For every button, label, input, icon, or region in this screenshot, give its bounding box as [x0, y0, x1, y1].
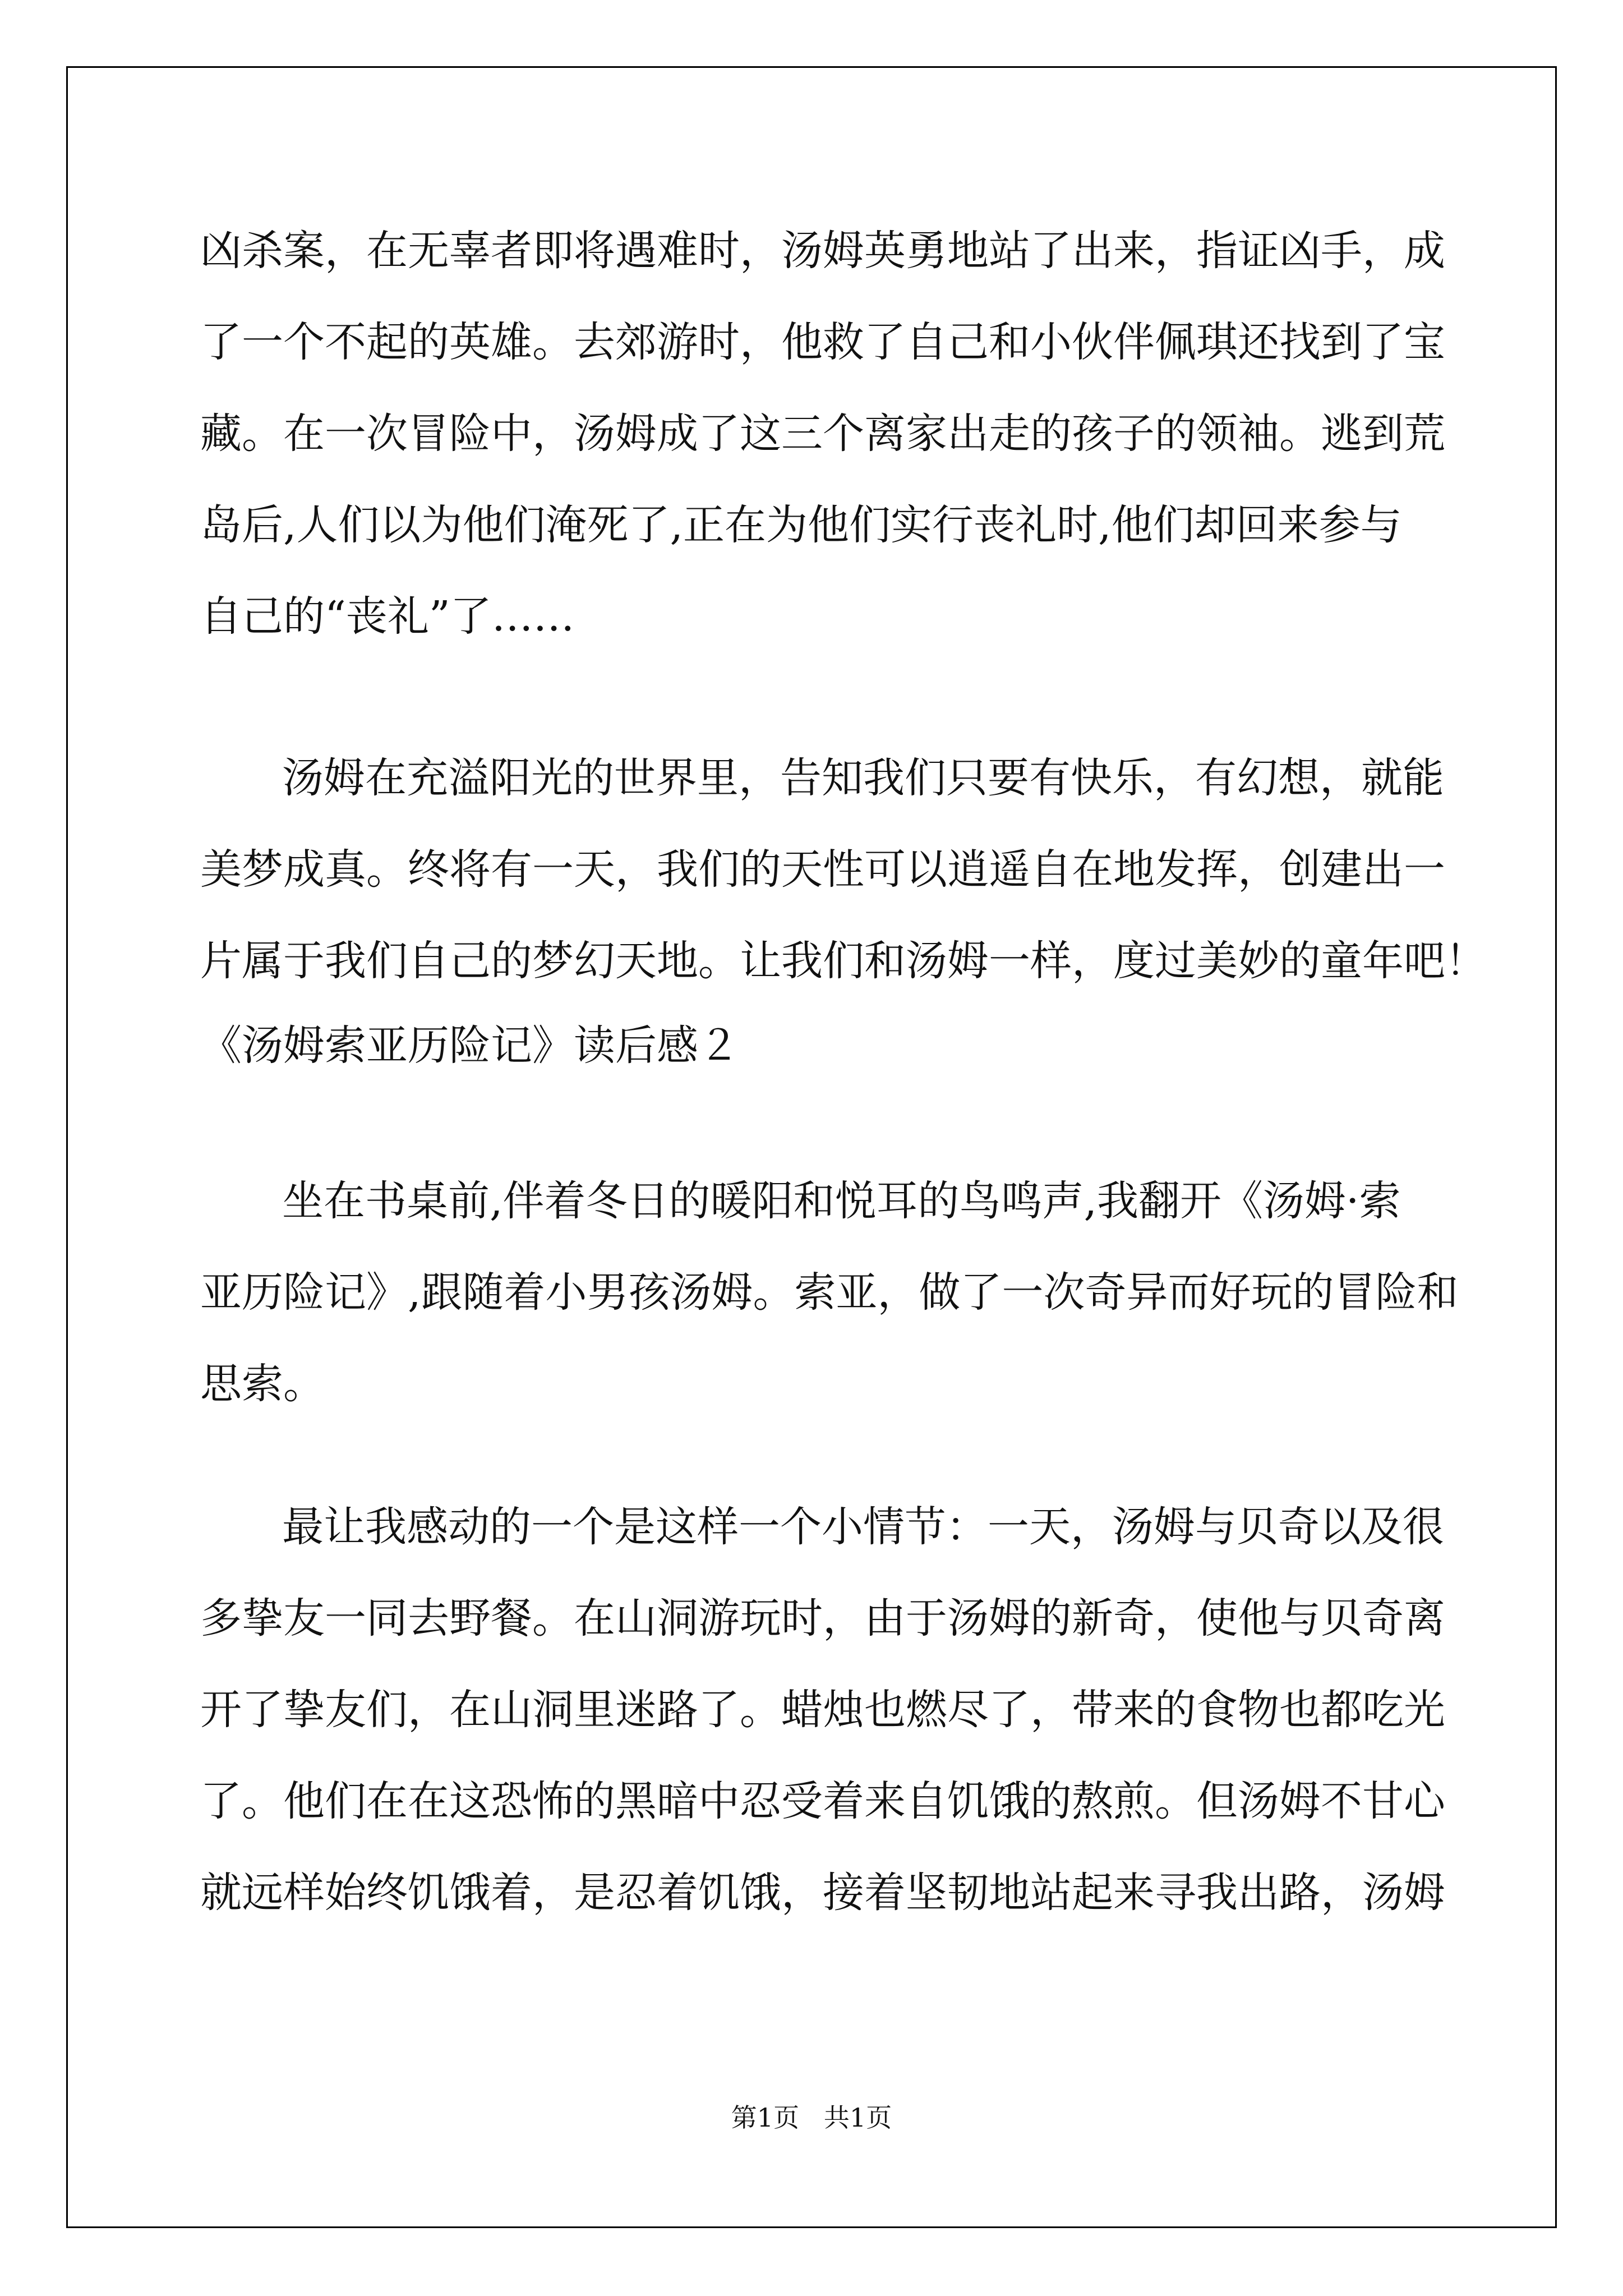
page-number-footer: 第1页 共1页 — [731, 2102, 892, 2133]
text-line: 就远样始终饥饿着，是忍着饥饿，接着坚韧地站起来寻我出路，汤姆 — [200, 1869, 1445, 1917]
text-line: 岛后,人们以为他们淹死了,正在为他们实行丧礼时,他们却回来参与 — [200, 501, 1402, 549]
paragraph-first-line: 坐在书桌前,伴着冬日的暖阳和悦耳的鸟鸣声,我翻开《汤姆·索 — [282, 1177, 1401, 1225]
section-heading: 《汤姆索亚历险记》读后感２ — [200, 1022, 740, 1070]
paragraph-first-line: 汤姆在充溢阳光的世界里，告知我们只要有快乐，有幻想，就能 — [282, 754, 1444, 802]
text-line: 亚历险记》,跟随着小男孩汤姆。索亚，做了一次奇异而好玩的冒险和 — [200, 1268, 1459, 1317]
text-line: 了。他们在在这恐怖的黑暗中忍受着来自饥饿的熬煎。但汤姆不甘心 — [200, 1777, 1445, 1825]
text-line: 思索。 — [200, 1360, 325, 1408]
text-line: 藏。在一次冒险中，汤姆成了这三个离家出走的孩子的领袖。逃到荒 — [200, 409, 1445, 458]
text-line: 开了挚友们，在山洞里迷路了。蜡烛也燃尽了，带来的食物也都吃光 — [200, 1686, 1445, 1734]
paragraph-first-line: 最让我感动的一个是这样一个小情节：一天，汤姆与贝奇以及很 — [282, 1503, 1444, 1551]
text-line: 自己的“丧礼”了…… — [200, 592, 575, 641]
text-line: 凶杀案，在无辜者即将遇难时，汤姆英勇地站了出来，指证凶手，成 — [200, 227, 1445, 275]
text-line: 美梦成真。终将有一天，我们的天性可以逍遥自在地发挥，创建出一 — [200, 845, 1445, 894]
text-line: 了一个不起的英雄。去郊游时，他救了自己和小伙伴佩琪还找到了宝 — [200, 318, 1445, 366]
text-line: 多挚友一同去野餐。在山洞游玩时，由于汤姆的新奇，使他与贝奇离 — [200, 1594, 1445, 1642]
text-line: 片属于我们自己的梦幻天地。让我们和汤姆一样，度过美妙的童年吧！ — [200, 937, 1487, 985]
